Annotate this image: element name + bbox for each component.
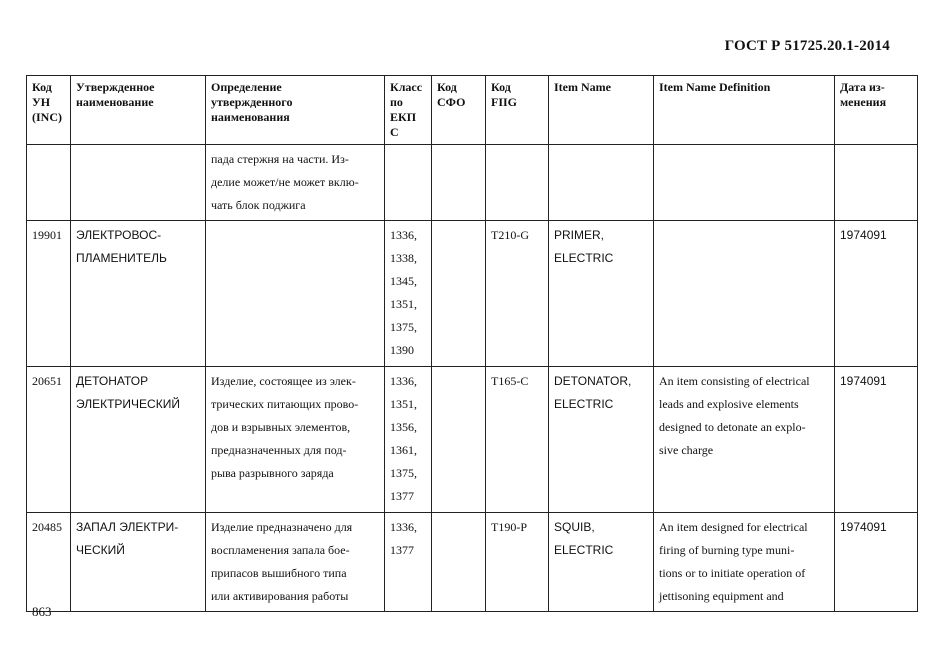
cell-class <box>385 145 432 221</box>
cell-line: 1336, <box>390 520 417 534</box>
cell-line: ДЕТОНАТОР <box>76 374 149 388</box>
cell-line: чать блок поджига <box>211 198 306 212</box>
cell-name <box>71 367 206 513</box>
cell-definition <box>206 513 385 612</box>
document-code: ГОСТ Р 51725.20.1-2014 <box>724 38 890 54</box>
table-row <box>27 513 918 612</box>
cell-line: SQUIB, <box>554 520 595 534</box>
cell-line: трических питающих прово- <box>211 397 359 411</box>
cell-line: 1336, <box>390 374 417 388</box>
cell-line: firing of burning type muni- <box>659 543 795 557</box>
cell-class <box>385 513 432 612</box>
cell-line: 1338, <box>390 251 417 265</box>
cell-line: PRIMER, <box>554 228 605 242</box>
header-fiig <box>486 76 549 145</box>
cell-line: воспламенения запала бое- <box>211 543 350 557</box>
cell-line: tions or to initiate operation of <box>659 566 806 580</box>
cell-line: (INC) <box>32 110 62 124</box>
cell-item-def <box>654 221 835 367</box>
cell-inc <box>27 221 71 367</box>
cell-line: менения <box>840 95 887 109</box>
cell-line: рыва разрывного заряда <box>211 466 334 480</box>
cell-line: T210-G <box>491 228 529 242</box>
table-row <box>27 145 918 221</box>
cell-line: припасов вышибного типа <box>211 566 347 580</box>
cell-line: 1356, <box>390 420 417 434</box>
cell-line: ЗАПАЛ ЭЛЕКТРИ- <box>76 520 179 534</box>
cell-line: 1375, <box>390 466 417 480</box>
cell-line: Утвержденное <box>76 80 155 94</box>
cell-line: дов и взрывных элементов, <box>211 420 351 434</box>
cell-line: предназначенных для под- <box>211 443 347 457</box>
cell-inc <box>27 145 71 221</box>
cell-line: 1390 <box>390 343 414 357</box>
cell-line: jettisoning equipment and <box>659 589 784 603</box>
cell-line: 1974091 <box>840 520 887 534</box>
cell-line: ЧЕСКИЙ <box>76 543 125 557</box>
cell-line: 1351, <box>390 297 417 311</box>
header-sfo <box>432 76 486 145</box>
cell-line: 1361, <box>390 443 417 457</box>
cell-date <box>835 221 918 367</box>
cell-name <box>71 145 206 221</box>
cell-class <box>385 221 432 367</box>
cell-sfo <box>432 221 486 367</box>
cell-line: 1974091 <box>840 374 887 388</box>
cell-line: УН <box>32 95 51 109</box>
header-item-name <box>549 76 654 145</box>
header-definition <box>206 76 385 145</box>
cell-line: 1351, <box>390 397 417 411</box>
header-approved-name <box>71 76 206 145</box>
cell-line: Изделие предназначено для <box>211 520 353 534</box>
cell-line: FIIG <box>491 95 518 109</box>
cell-line: наименование <box>76 95 154 109</box>
cell-sfo <box>432 513 486 612</box>
cell-line: sive charge <box>659 443 714 457</box>
cell-line: ELECTRIC <box>554 397 614 411</box>
cell-name <box>71 221 206 367</box>
table-row <box>27 367 918 513</box>
cell-line: 1345, <box>390 274 417 288</box>
cell-date <box>835 367 918 513</box>
cell-line: Код <box>491 80 511 94</box>
cell-item-name <box>549 221 654 367</box>
cell-item-name <box>549 367 654 513</box>
cell-line: T165-C <box>491 374 529 388</box>
cell-line: делие может/не может вклю- <box>211 175 359 189</box>
cell-sfo <box>432 367 486 513</box>
cell-line: 1375, <box>390 320 417 334</box>
cell-line: Код <box>32 80 52 94</box>
header-class <box>385 76 432 145</box>
cell-line: пада стержня на части. Из- <box>211 152 349 166</box>
cell-line: ЭЛЕКТРИЧЕСКИЙ <box>76 397 180 411</box>
page-number: 863 <box>32 604 52 619</box>
cell-class <box>385 367 432 513</box>
cell-line: СФО <box>437 95 466 109</box>
cell-sfo <box>432 145 486 221</box>
cell-line: 20485 <box>32 520 62 534</box>
cell-line: ПЛАМЕНИТЕЛЬ <box>76 251 167 265</box>
cell-item-def <box>654 513 835 612</box>
cell-line: designed to detonate an explo- <box>659 420 806 434</box>
cell-line: DETONATOR, <box>554 374 632 388</box>
cell-line: Дата из- <box>840 80 885 94</box>
cell-line: T190-P <box>491 520 527 534</box>
cell-item-def <box>654 367 835 513</box>
cell-line: Изделие, состоящее из элек- <box>211 374 356 388</box>
table-row <box>27 221 918 367</box>
cell-line: или активирования работы <box>211 589 349 603</box>
cell-line: Item Name <box>554 80 611 94</box>
cell-line: 19901 <box>32 228 62 242</box>
cell-definition <box>206 221 385 367</box>
cell-item-def <box>654 145 835 221</box>
cell-line: Класс <box>390 80 423 94</box>
cell-line: Item Name Definition <box>659 80 771 94</box>
cell-line: 1974091 <box>840 228 887 242</box>
cell-item-name <box>549 513 654 612</box>
cell-line: 1377 <box>390 489 414 503</box>
cell-line: наименования <box>211 110 290 124</box>
cell-line: 1336, <box>390 228 417 242</box>
cell-fiig <box>486 221 549 367</box>
cell-line: An item consisting of electrical <box>659 374 810 388</box>
cell-fiig <box>486 145 549 221</box>
header-change-date <box>835 76 918 145</box>
cell-name <box>71 513 206 612</box>
cell-line: leads and explosive elements <box>659 397 799 411</box>
cell-fiig <box>486 513 549 612</box>
cell-line: 20651 <box>32 374 62 388</box>
cell-fiig <box>486 367 549 513</box>
cell-date <box>835 145 918 221</box>
cell-inc <box>27 513 71 612</box>
cell-line: ЭЛЕКТРОВОС- <box>76 228 162 242</box>
cell-inc <box>27 367 71 513</box>
cell-definition <box>206 145 385 221</box>
cell-line: по <box>390 95 403 109</box>
table-header-row <box>27 76 918 145</box>
cell-line: An item designed for electrical <box>659 520 808 534</box>
cell-definition <box>206 367 385 513</box>
cell-line: С <box>390 125 399 139</box>
cell-line: Определение <box>211 80 282 94</box>
cell-line: утвержденного <box>211 95 293 109</box>
header-item-name-definition <box>654 76 835 145</box>
cell-line: ELECTRIC <box>554 251 614 265</box>
cell-line: Код <box>437 80 457 94</box>
cell-line: ELECTRIC <box>554 543 614 557</box>
cell-date <box>835 513 918 612</box>
catalog-table <box>26 75 918 612</box>
header-inc <box>27 76 71 145</box>
cell-line: 1377 <box>390 543 414 557</box>
cell-item-name <box>549 145 654 221</box>
cell-line: ЕКП <box>390 110 417 124</box>
